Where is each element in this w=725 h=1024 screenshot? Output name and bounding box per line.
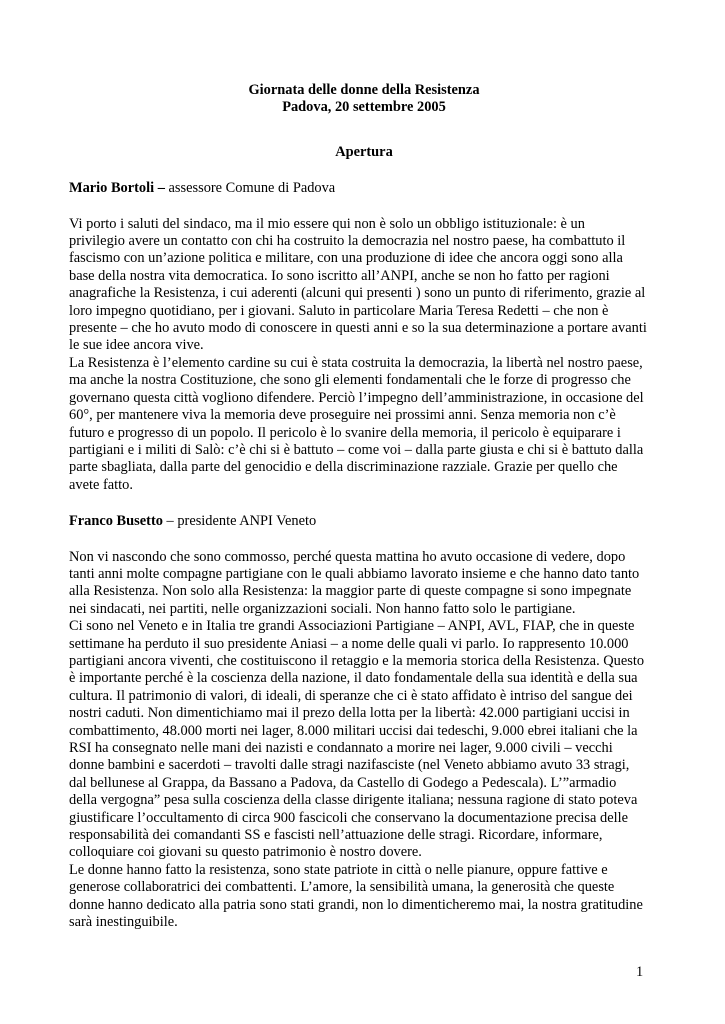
speech-body-1 — [69, 216, 659, 495]
title-line-event: Giornata delle donne della Resistenza — [248, 82, 480, 98]
document-title — [69, 82, 659, 117]
page-number: 1 — [636, 964, 644, 980]
title-line-place-date: Padova, 20 settembre 2005 — [282, 99, 446, 116]
section-heading: Apertura — [335, 143, 393, 160]
speaker-heading-2 — [69, 513, 659, 530]
paragraph: Ci sono nel Veneto e in Italia tre grandi Associazioni Partigiane – ANPI, AVL, FIAP, che in queste settimane ha perduto il suo presidente Aniasi – a nome delle quali vi parlo. Io rappresento 10.000 partigiani ancora viventi, che costituiscono il retaggio e la memoria storica della Resistenza. Questo è importante perché è la coscienza della nazione, il dato fondamentale della sua identità e della sua cultura. Il patrimonio di valori, di ideali, di speranze che ci è stato affidato è intriso del sangue dei nostri caduti. Non dimentichiamo mai il prezo della lotta per la libertà: 42.000 partigiani uccisi in combattimento, 48.000 morti nei lager, 8.000 militari uccisi dai tedeschi, 9.000 ebrei italiani che la RSI ha consegnato nelle mani dei nazisti e condannato a morire nei lager, 9.000 civili – vecchi donne bambini e sacerdoti – travolti dalle stragi nazifasciste (nel Veneto abbiamo avuto 33 stragi, dal bellunese al Grappa, da Bassano a Padova, da Castello di Godego a Pedescala). L’”armadio della vergogna” pesa sulla coscienza della classe dirigente italiana; nessuna ragione di stato poteva giustificare l’occultamento di circa 900 fascicoli che conservano la documentazione precisa delle responsabilità dei comandanti SS e fascisti nell’attuazione delle stragi. Ricordare, informare, colloquiare coi giovani su questo patrimonio è nostro dovere. — [69, 618, 645, 861]
speaker-role: assessore Comune di Padova — [164, 180, 336, 197]
paragraph: Le donne hanno fatto la resistenza, sono state patriote in città o nelle pianure, oppure fattive e generose collaboratrici dei combattenti. L’amore, la sensibilità umana, la generosità che queste donne hanno dedicato alla patria sono stati grandi, non lo dimenticheremo mai, la nostra gratitudine sarà inestinguibile. — [69, 861, 643, 931]
speaker-name: Mario Bortoli – — [69, 180, 165, 197]
paragraph: Non vi nascondo che sono commosso, perché questa mattina ho avuto occasione di vedere, dopo tanti anni molte compagne partigiane con le quali abbiamo lavorato insieme e che hanno dato tanto alla Resistenza. Non solo alla Resistenza: la maggior parte di queste compagne si sono impegnate nei sindacati, nei partiti, nelle organizzazioni sociali. Non hanno fatto solo le partigiane. — [69, 548, 640, 617]
paragraph: La Resistenza è l’elemento cardine su cui è stata costruita la democrazia, la libertà nel nostro paese, ma anche la nostra Costituzione, che sono gli elementi fondamentali che le forze di progresso che governano questa città vogliono difendere. Perciò l’impegno dell’amministrazione, in occasione del 60°, per mantenere viva la memoria deve proseguire nei prossimi anni. Senza memoria non c’è futuro e progresso di un popolo. Il pericolo è lo svanire della memoria, il pericolo è equiparare i partigiani e i militi di Salò: c’è chi si è battuto – come voi – dalla parte giusta e chi si è battuto dalla parte sbagliata, dalla parte del genocidio e della discriminazione razziale. Grazie per quello che avete fatto. — [69, 354, 644, 493]
document-page — [69, 82, 659, 931]
speech-body-2 — [69, 549, 659, 932]
speaker-name: Franco Busetto — [69, 513, 163, 530]
paragraph: Vi porto i saluti del sindaco, ma il mio essere qui non è solo un obbligo istituzionale: è un privilegio avere un contatto con chi ha costruito la democrazia nel nostro paese, ha combattuto il fascismo con un’azione politica e militare, con una produzione di idee che ancora oggi sono alla base della nostra vita democratica. Io sono iscritto all’ANPI, anche se non ho fatto per ragioni anagrafiche la Resistenza, i cui aderenti (alcuni qui presenti ) sono un punto di riferimento, grazie al loro impegno quotidiano, per i giovani. Saluto in particolare Maria Teresa Redetti – che non è presente – che ho avuto modo di conoscere in questi anni e so la sua determinazione a portare avanti le sue idee ancora vive. — [69, 215, 647, 354]
speaker-heading-1 — [69, 180, 659, 197]
speaker-role: – presidente ANPI Veneto — [162, 513, 317, 530]
